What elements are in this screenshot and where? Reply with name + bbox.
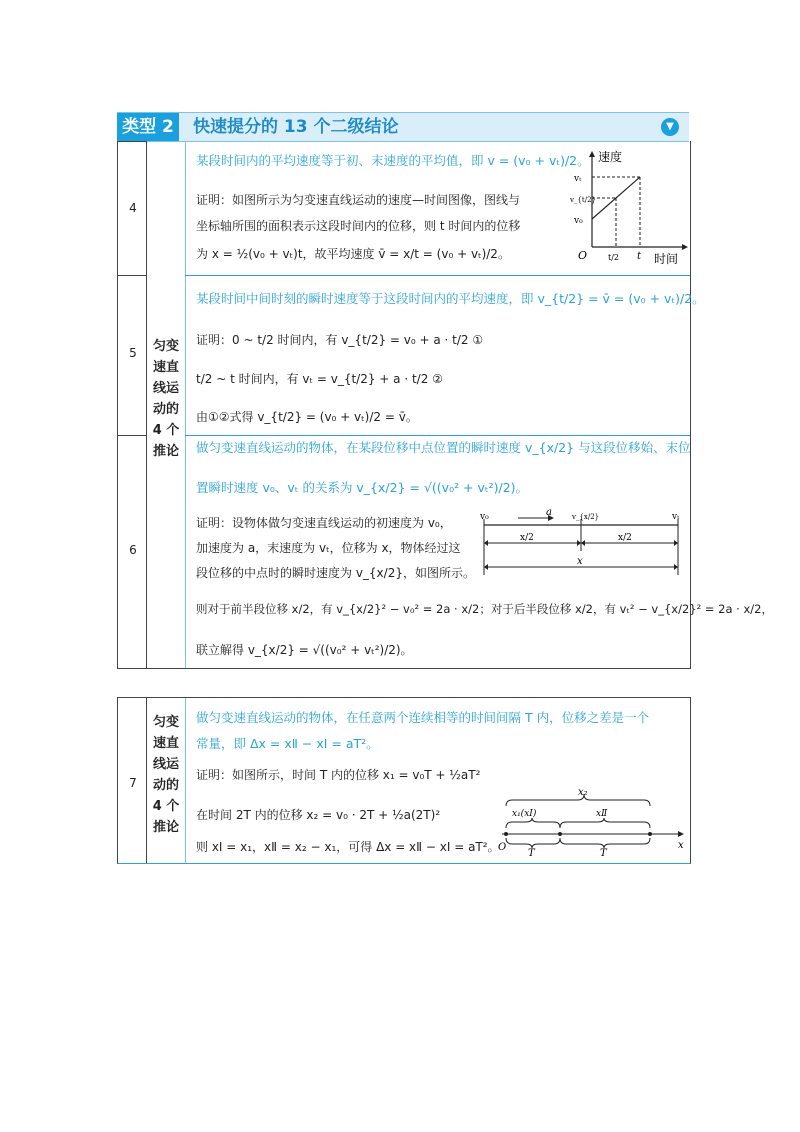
row-number-6: 6 — [129, 543, 137, 557]
diag-vmid: v_{x/2} — [572, 513, 600, 521]
row-number-5: 5 — [129, 346, 137, 360]
conclusion-table-2 — [117, 697, 691, 864]
row6-proof-4: 则对于前半段位移 x/2，有 v_{x/2}² − v₀² = 2a · x/2；对于后半段位移 x/2，有 vₜ² − v_{x/2}² = 2a · x/2， — [196, 602, 773, 616]
row4-headline: 某段时间内的平均速度等于初、末速度的平均值，即 v = (v₀ + vₜ)/2。 — [196, 153, 590, 168]
graph-thalf: t/2 — [608, 253, 619, 262]
row-number-4: 4 — [129, 201, 137, 215]
row6-headline-2: 置瞬时速度 v₀、vₜ 的关系为 v_{x/2} = √((v₀² + vₜ²)/2)。 — [196, 480, 529, 495]
row4-proof-3: 为 x = ½(v₀ + vₜ)t，故平均速度 v̄ = x/t = (v₀ + vₜ)/2。 — [196, 247, 510, 261]
graph-ylabel: 速度 — [598, 150, 623, 164]
row7-proof-3: 则 xⅠ = x₁，xⅡ = x₂ − x₁，可得 Δx = xⅡ − xⅠ = aT²。 — [196, 840, 500, 854]
row5-headline: 某段时间中间时刻的瞬时速度等于这段时间内的平均速度，即 v_{t/2} = v̄ = (v₀ + vₜ)/2。 — [196, 291, 705, 306]
diag-x1: x₁(xⅠ) — [512, 809, 537, 819]
graph-origin: O — [578, 249, 588, 262]
diag-T1: T — [528, 848, 535, 856]
row5-proof-1: 证明：0 ~ t/2 时间内，有 v_{t/2} = v₀ + a · t/2 ① — [196, 333, 484, 347]
type-tag: 类型 2 — [117, 113, 179, 141]
diag-axis-x: x — [678, 840, 684, 851]
row-number-7: 7 — [129, 776, 137, 790]
category-label: 匀变 速直 线运 动的 4 个 推论 — [152, 339, 180, 459]
row7-proof-1: 证明：如图所示，时间 T 内的位移 x₁ = v₀T + ½aT² — [196, 768, 481, 782]
diag-x3: xⅡ — [596, 809, 608, 819]
graph-vt: vₜ — [574, 174, 582, 184]
diag-a: a — [546, 509, 552, 518]
conclusion-table-1 — [117, 141, 773, 669]
category-label-2: 匀变 速直 线运 动的 4 个 推论 — [152, 715, 180, 835]
diag-T2: T — [600, 848, 607, 856]
row7-proof-2: 在时间 2T 内的位移 x₂ = v₀ · 2T + ½a(2T)² — [196, 808, 441, 822]
row4-proof-2: 坐标轴所围的面积表示这段时间内的位移，则 t 时间内的位移 — [196, 219, 521, 233]
graph-t: t — [637, 251, 642, 262]
graph-xlabel: 时间 — [654, 252, 679, 266]
velocity-time-graph — [570, 147, 688, 269]
section-title: 快速提分的 13 个二级结论 — [193, 117, 399, 137]
diag-vt: vₜ — [672, 512, 680, 522]
displacement-diagram — [478, 509, 684, 579]
row6-headline-1: 做匀变速直线运动的物体，在某段位移中点位置的瞬时速度 v_{x/2} 与这段位移始、末位 — [196, 440, 691, 455]
row5-proof-3: 由①②式得 v_{t/2} = (v₀ + vₜ)/2 = v̄。 — [196, 410, 418, 424]
diag-O: O — [498, 842, 507, 853]
diag-v0: v₀ — [480, 512, 489, 522]
row5-proof-2: t/2 ~ t 时间内，有 vₜ = v_{t/2} + a · t/2 ② — [196, 372, 443, 386]
row6-proof-2: 加速度为 a，末速度为 vₜ，位移为 x，物体经过这 — [196, 541, 461, 555]
time-interval-diagram — [498, 786, 688, 856]
diag-half-1: x/2 — [520, 533, 534, 543]
diag-x2: x₂ — [578, 787, 588, 798]
row4-proof-1: 证明：如图所示为匀变速直线运动的速度—时间图像，图线与 — [196, 193, 521, 207]
row6-proof-1: 证明：设物体做匀变速直线运动的初速度为 v₀， — [196, 516, 452, 530]
graph-v0: v₀ — [574, 216, 583, 226]
chevron-down-icon[interactable]: ▼ — [661, 118, 679, 136]
graph-vmid: v_{t/2} — [570, 196, 596, 204]
diag-x: x — [577, 556, 583, 567]
row6-proof-5: 联立解得 v_{x/2} = √((v₀² + vₜ²)/2)。 — [196, 643, 413, 657]
diag-half-2: x/2 — [618, 533, 632, 543]
row7-headline-2: 常量，即 Δx = xⅡ − xⅠ = aT²。 — [196, 736, 379, 751]
row7-headline-1: 做匀变速直线运动的物体，在任意两个连续相等的时间间隔 T 内，位移之差是一个 — [196, 710, 650, 725]
row6-proof-3: 段位移的中点时的瞬时速度为 v_{x/2}，如图所示。 — [196, 566, 475, 580]
section-banner — [117, 112, 689, 142]
